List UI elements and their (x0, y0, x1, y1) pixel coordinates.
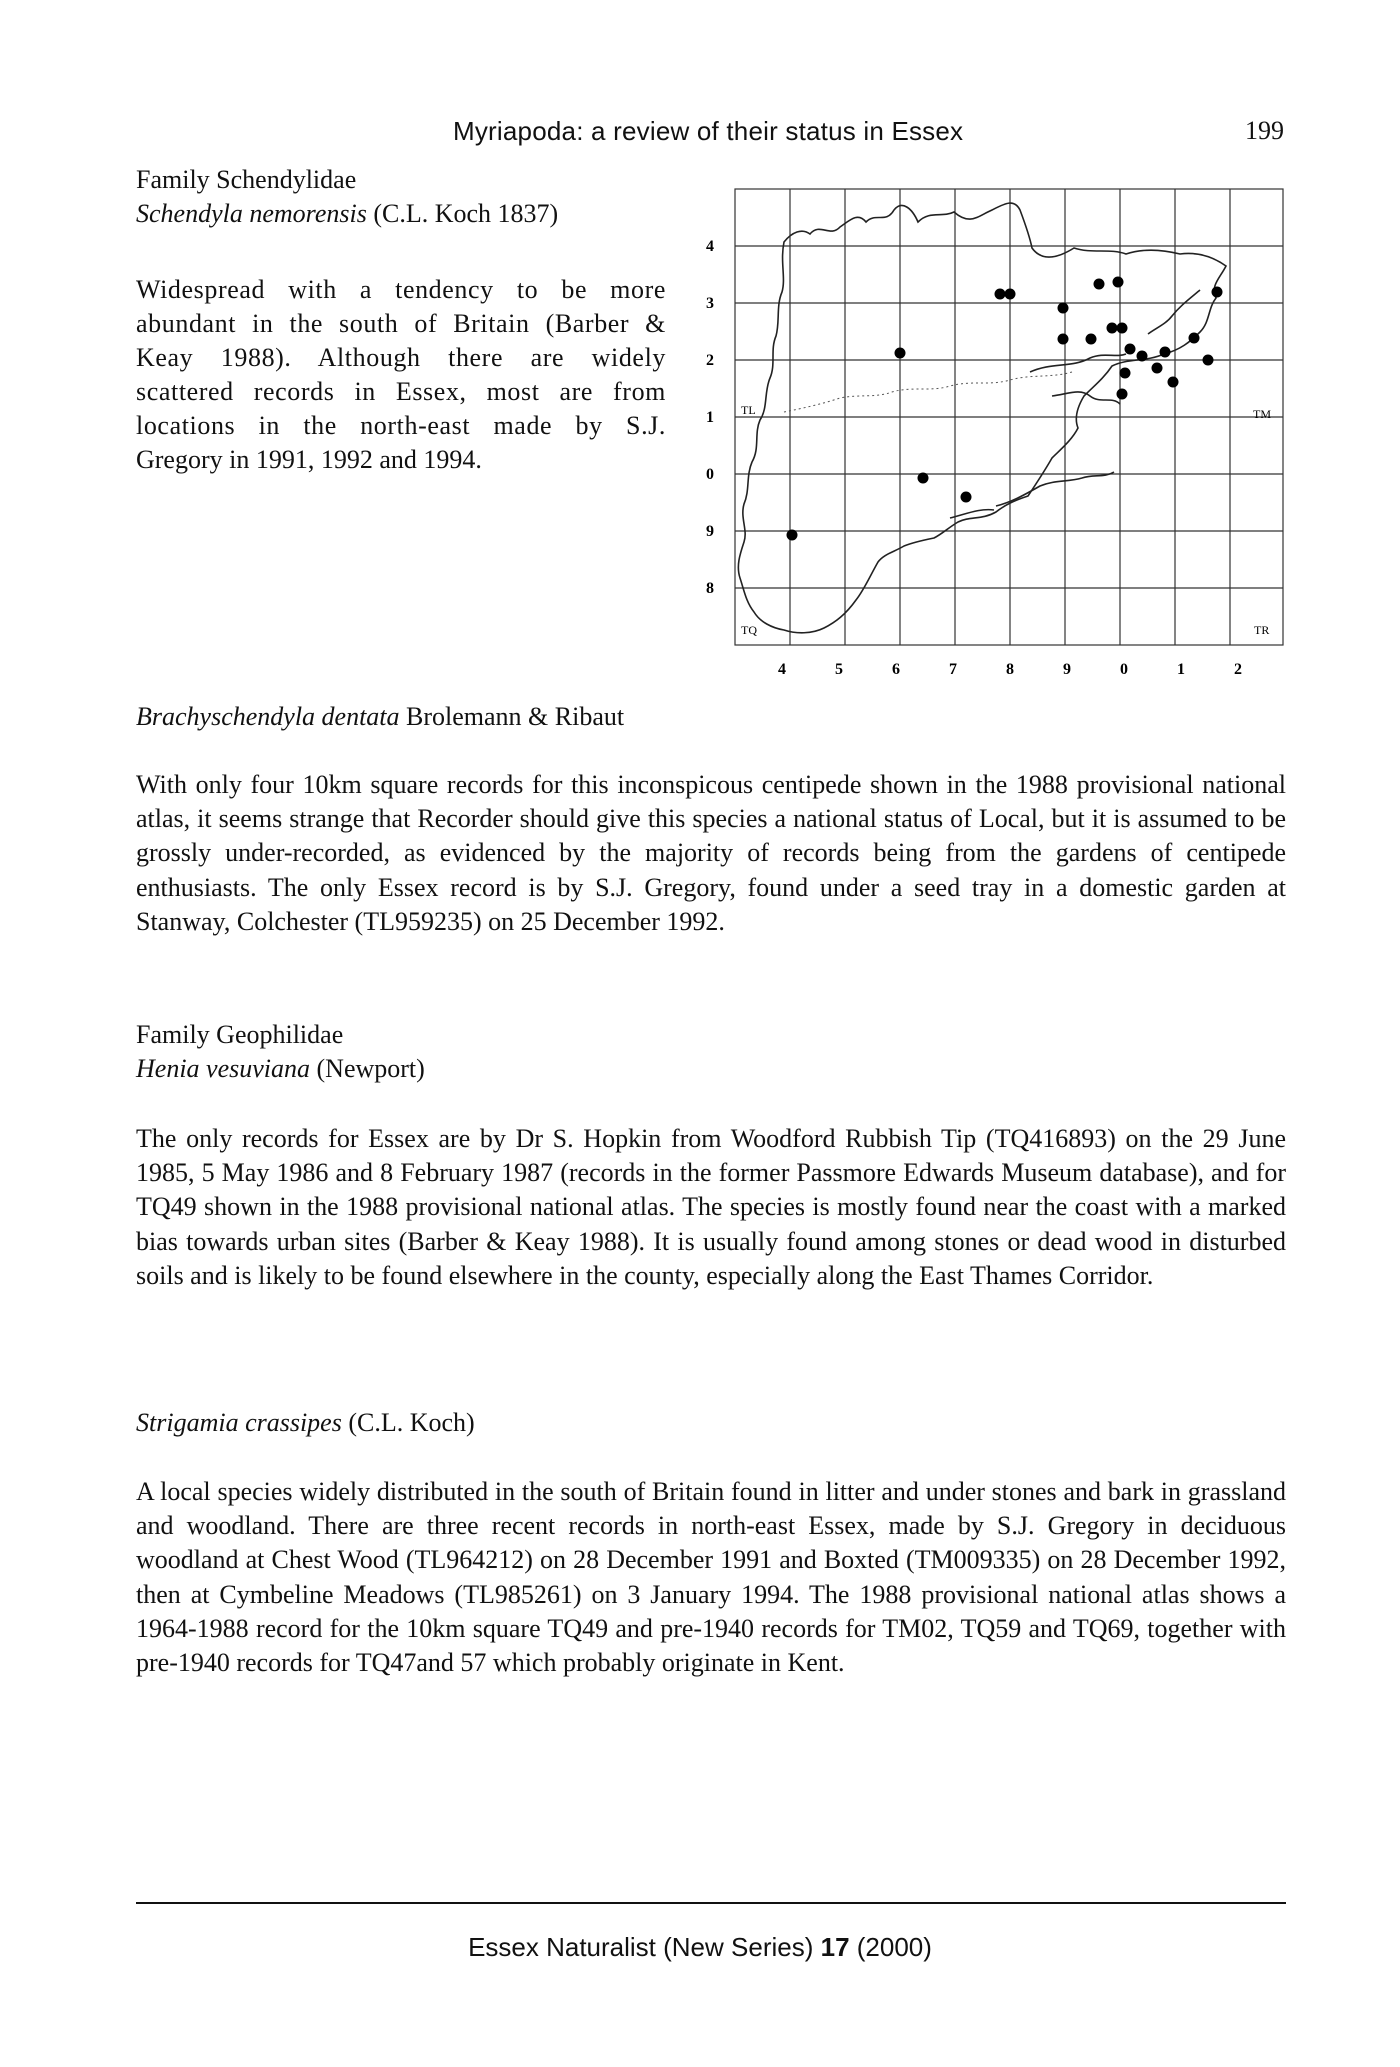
record-dot (1168, 377, 1179, 388)
publication-year: (2000) (849, 1932, 932, 1962)
species-authority: Brolemann & Ribaut (399, 702, 625, 731)
record-dot (1137, 351, 1148, 362)
record-dot (1160, 347, 1171, 358)
col-label: 6 (892, 661, 900, 678)
species-heading-schendyla (136, 197, 558, 231)
volume-number: 17 (820, 1932, 850, 1962)
record-dot (961, 492, 972, 503)
footer-citation (0, 1932, 1400, 1963)
record-dot (1203, 355, 1214, 366)
strigamia-paragraph: A local species widely distributed in the south of Britain found in litter and under stones and bark in grassland and woodland. There are three recent records in north-east Essex, made by S.J. Gregory in deciduous woodland at Chest Wood (TL964212) on 28 December 1991 and Boxted (TM009335) on 28 December 1992, then at Cymbeline Meadows (TL985261) on 3 January 1994. The 1988 provisional national atlas shows a 1964-1988 record for the 10km square TQ49 and pre-1940 records for TM02, TQ59 and TQ69, together with pre-1940 records for TQ47and 57 which probably originate in Kent. (136, 1477, 1286, 1678)
brachyschendyla-paragraph: With only four 10km square records for this inconspicous centipede shown in the 1988 provisional national atlas, it seems strange that Recorder should give this species a national status of Local, but it is assumed to be grossly under-recorded, as evidenced by the majority of records being from the gardens of centipede enthusiasts. The only Essex record is by S.J. Gregory, found under a seed tray in a domestic garden at Stanway, Colchester (TL959235) on 25 December 1992. (136, 770, 1286, 936)
col-label: 1 (1177, 661, 1185, 678)
footer-rule (136, 1902, 1286, 1904)
paragraph-line: Gregory in 1991, 1992 and 1994. (136, 445, 482, 474)
record-dot (787, 530, 798, 541)
grid-label-tr: TR (1254, 623, 1270, 637)
row-label: 8 (706, 580, 714, 597)
record-dot (1094, 279, 1105, 290)
record-dot (1058, 334, 1069, 345)
col-label: 7 (949, 661, 957, 678)
distribution-map (680, 182, 1300, 682)
col-label: 5 (835, 661, 843, 678)
species-heading-brachyschendyla (136, 700, 624, 734)
record-dot (1117, 323, 1128, 334)
family-heading-geophilidae: Family Geophilidae (136, 1020, 344, 1049)
species-name: Schendyla nemorensis (136, 199, 367, 228)
col-label: 2 (1234, 661, 1242, 678)
journal-name: Essex Naturalist (New Series) (468, 1932, 821, 1962)
dotted-boundary (784, 372, 1072, 412)
record-dot (1086, 334, 1097, 345)
row-label: 3 (706, 295, 714, 312)
row-label: 9 (706, 523, 714, 540)
col-label: 9 (1063, 661, 1071, 678)
row-label: 0 (706, 466, 714, 483)
grid-label-tm: TM (1253, 407, 1271, 421)
record-dot (918, 473, 929, 484)
record-dot (1212, 287, 1223, 298)
county-outline (738, 203, 1226, 633)
grid-label-tq: TQ (741, 623, 757, 637)
paragraph-line: abundant in the south of Britain (Barber & (136, 309, 666, 338)
grid-label-tl: TL (741, 403, 756, 417)
species-heading-strigamia (136, 1406, 475, 1440)
record-dot (995, 289, 1006, 300)
col-label: 4 (778, 661, 786, 678)
record-dot (1152, 363, 1163, 374)
record-dot (895, 348, 906, 359)
running-title: Myriapoda: a review of their status in Essex (453, 116, 964, 146)
record-dot (1189, 333, 1200, 344)
paragraph-line: locations in the north-east made by S.J. (136, 411, 666, 440)
record-dot (1113, 277, 1124, 288)
species-name: Henia vesuviana (136, 1054, 311, 1083)
col-label: 8 (1006, 661, 1014, 678)
record-dot (1058, 303, 1069, 314)
henia-paragraph: The only records for Essex are by Dr S. Hopkin from Woodford Rubbish Tip (TQ416893) on the 29 June 1985, 5 May 1986 and 8 February 1987 (records in the former Passmore Edwards Museum database), and for TQ49 shown in the 1988 provisional national atlas. The species is mostly found near the coast with a marked bias towards urban sites (Barber & Keay 1988). It is usually found among stones or dead wood in disturbed soils and is likely to be found elsewhere in the county, especially along the East Thames Corridor. (136, 1124, 1286, 1290)
paragraph-line: Widespread with a tendency to be more (136, 275, 666, 304)
species-authority: (Newport) (310, 1054, 425, 1083)
paragraph-line: scattered records in Essex, most are from (136, 377, 666, 406)
paragraph-line: Keay 1988). Although there are widely (136, 343, 666, 372)
record-dot (1120, 368, 1131, 379)
row-label: 1 (706, 409, 714, 426)
row-label: 2 (706, 352, 714, 369)
record-dot (1117, 389, 1128, 400)
species-heading-henia (136, 1052, 425, 1086)
schendyla-paragraph (136, 273, 666, 477)
col-label: 0 (1120, 661, 1128, 678)
record-dot (1005, 289, 1016, 300)
page-number: 199 (1245, 116, 1284, 145)
record-dots (787, 277, 1223, 541)
map-grid (735, 189, 1283, 645)
species-name: Strigamia crassipes (136, 1408, 342, 1437)
record-dot (1125, 344, 1136, 355)
species-authority: (C.L. Koch) (341, 1408, 475, 1437)
record-dot (1107, 323, 1118, 334)
species-name: Brachyschendyla dentata (136, 702, 400, 731)
species-authority: (C.L. Koch 1837) (366, 199, 559, 228)
row-label: 4 (706, 238, 714, 255)
family-heading-schendylidae: Family Schendylidae (136, 165, 357, 194)
